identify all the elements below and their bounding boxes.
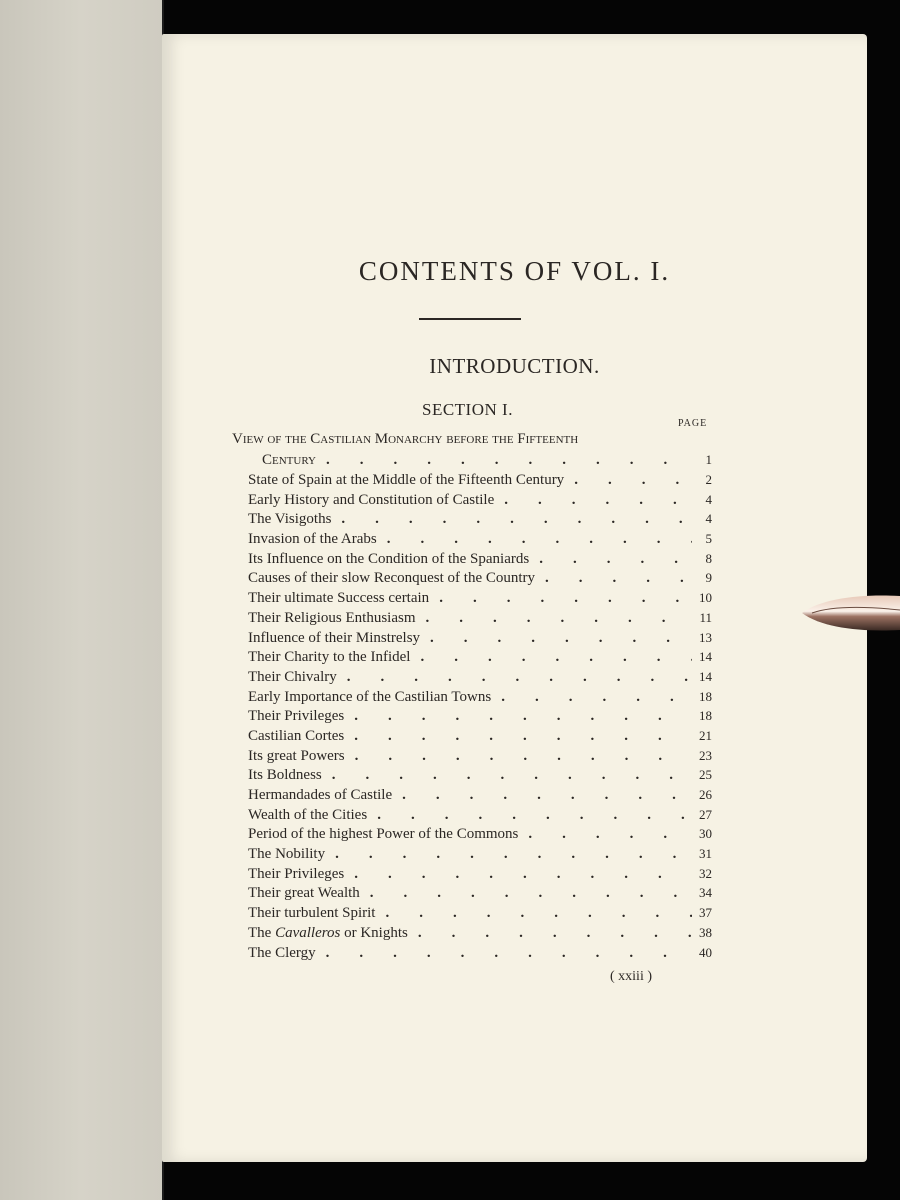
toc-entry [248,708,712,728]
toc-entry-title: Their Religious Enthusiasm [248,609,416,626]
part-heading: INTRODUCTION. [429,354,600,378]
toc-entry [248,748,712,768]
toc-entry-page: 18 [699,688,712,704]
page-title: CONTENTS OF VOL. I. [358,256,671,286]
section-heading: SECTION I. [422,400,513,419]
leader-dots [501,689,692,706]
toc-entry [248,610,712,630]
toc-entry-page: 38 [699,924,712,940]
toc-entry-title: Wealth of the Cities [248,806,368,823]
toc-entry-title: Causes of their slow Reconquest of the Country [248,570,536,587]
chapter-heading-line2 [262,452,712,469]
toc-entry [248,492,712,512]
toc-entry-page: 9 [705,570,712,586]
toc-entry-page: 26 [699,787,712,802]
leader-dots [332,767,692,784]
leader-dots [385,905,692,922]
leader-dots [387,531,692,548]
book-page [162,34,867,1162]
leader-dots [335,846,692,863]
leader-dots [370,885,692,902]
contents-list [248,472,712,964]
toc-entry-page: 34 [699,885,712,901]
toc-entry-title: Their great Wealth [248,885,360,902]
toc-entry-page: 21 [699,727,712,743]
toc-entry-page: 40 [699,944,712,960]
toc-entry-page: 23 [699,747,712,763]
toc-entry [248,767,712,787]
toc-entry-page: 2 [705,472,712,487]
toc-entry-title: Early Importance of the Castilian Towns [248,688,492,705]
leader-dots [430,630,692,647]
title-rule [419,318,521,320]
toc-entry-page: 8 [705,550,712,566]
toc-entry [248,787,712,807]
toc-entry [248,630,712,650]
leader-dots [354,708,692,725]
toc-entry-title: Their Charity to the Infidel [248,649,411,666]
toc-entry [248,570,712,590]
toc-entry-page: 10 [699,590,712,606]
toc-entry-page: 27 [699,806,712,822]
leader-dots [439,590,692,607]
toc-entry [248,590,712,610]
toc-entry [248,472,712,492]
leader-dots [504,492,692,509]
toc-entry [248,689,712,709]
page-column-label: PAGE [678,418,708,429]
leader-dots [418,925,692,942]
toc-entry-title: Period of the highest Power of the Commons [248,826,519,843]
toc-entry-page: 18 [699,708,712,724]
toc-entry-title: Their Privileges [248,865,345,882]
toc-entry-page: 37 [699,905,712,921]
toc-entry-title: Castilian Cortes [248,727,345,744]
toc-entry [248,511,712,531]
toc-entry [248,925,712,945]
bookmark-ribbon [802,590,900,636]
toc-entry-title: Their turbulent Spirit [248,905,376,922]
toc-entry-title: Early History and Constitution of Castile [248,491,495,508]
toc-entry-title: The Clergy [248,944,316,961]
toc-entry-title: Its great Powers [248,747,345,764]
toc-entry [248,866,712,886]
toc-entry-page: 30 [699,826,712,842]
toc-entry-page: 4 [705,511,712,527]
toc-entry [248,728,712,748]
toc-entry-title: Their Privileges [248,708,345,725]
leader-dots [545,570,692,587]
leader-dots [326,945,692,962]
leader-dots [528,826,692,843]
toc-entry [248,826,712,846]
toc-entry [248,531,712,551]
toc-entry-page: 11 [699,609,712,625]
page-folio: ( xxiii ) [610,969,652,984]
facing-page-edge [0,0,164,1200]
toc-entry-title: Invasion of the Arabs [248,531,377,548]
toc-entry-title: Their Chivalry [248,668,337,685]
chapter-heading-text: Century [262,452,317,468]
leader-dots [354,866,692,883]
toc-entry [248,669,712,689]
leader-dots [539,551,692,568]
leader-dots [347,669,692,686]
toc-entry-title: Their ultimate Success certain [248,590,430,607]
leader-dots [574,472,692,489]
leader-dots [402,787,692,804]
toc-entry-page: 14 [699,649,712,665]
toc-entry [248,551,712,571]
toc-entry-page: 5 [705,531,712,547]
toc-entry-title: State of Spain at the Middle of the Fifteenth Century [248,472,565,488]
toc-entry [248,846,712,866]
toc-entry [248,807,712,827]
toc-entry [248,945,712,965]
toc-entry [248,905,712,925]
toc-entry [248,885,712,905]
toc-entry-title: Its Boldness [248,767,322,784]
toc-entry-title: Hermandades of Castile [248,787,393,803]
leader-dots [377,807,692,824]
toc-entry-title: Influence of their Minstrelsy [248,629,421,646]
toc-entry-page: 13 [699,629,712,645]
toc-entry-page: 31 [699,846,712,862]
toc-entry-page: 14 [699,668,712,684]
toc-entry-page: 32 [699,865,712,881]
leader-dots [326,452,692,469]
toc-entry-title: The Nobility [248,846,326,863]
leader-dots [420,649,692,666]
toc-entry-title: Its Influence on the Condition of the Spaniards [248,550,530,567]
leader-dots [354,728,692,745]
toc-entry-title: The Visigoths [248,511,332,528]
leader-dots [341,511,692,528]
toc-entry-title: The Cavalleros or Knights [248,924,408,941]
toc-entry-page: 25 [699,767,712,783]
leader-dots [355,748,692,765]
leader-dots [425,610,692,627]
chapter-heading-page: 1 [705,452,712,467]
toc-entry-page: 4 [705,491,712,507]
chapter-heading-line1: View of the Castilian Monarchy before the Fifteenth [232,431,579,447]
toc-entry [248,649,712,669]
